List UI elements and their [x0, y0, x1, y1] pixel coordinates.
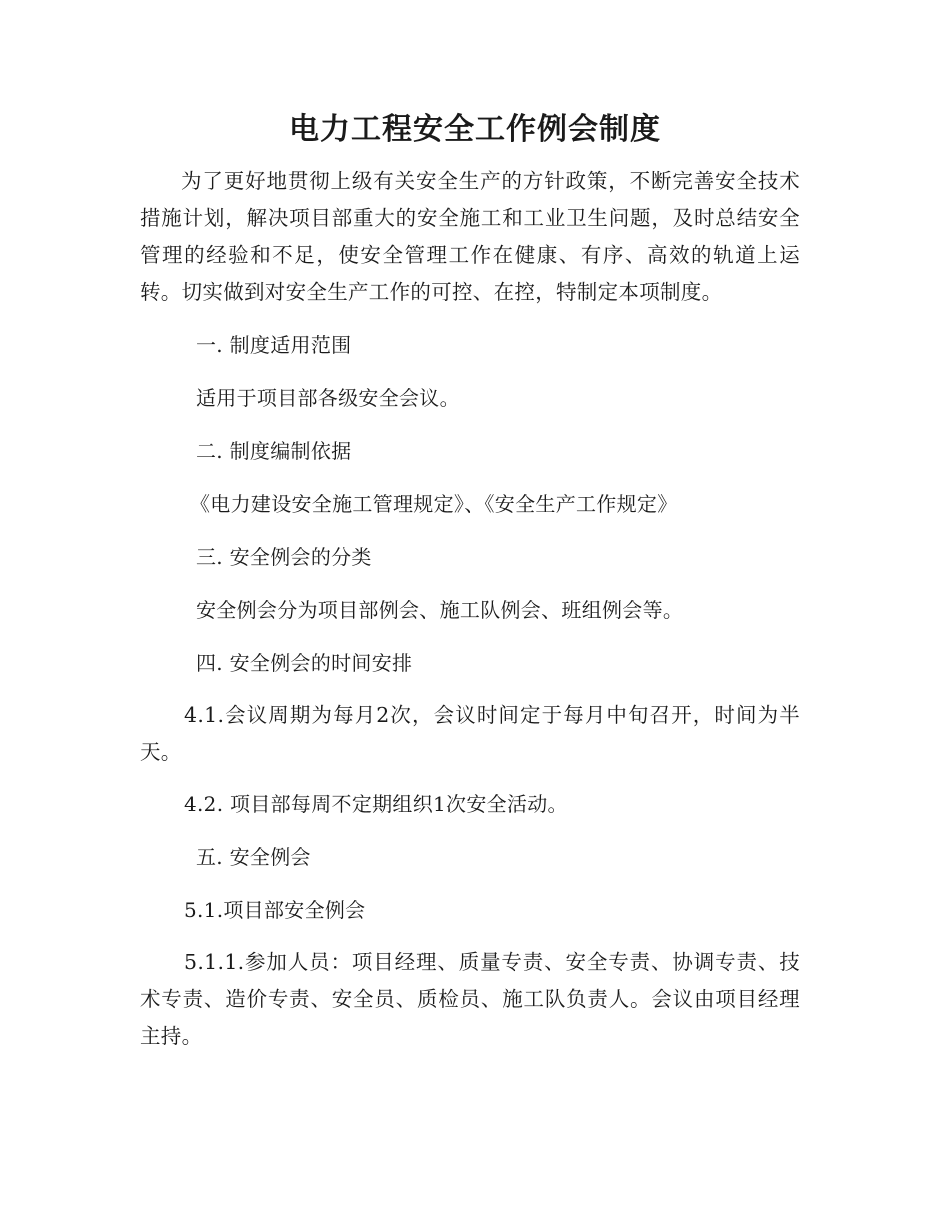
- document-title: 电力工程安全工作例会制度: [289, 112, 661, 147]
- item-5-1-1: 5.1.1.参加人员：项目经理、质量专责、安全专责、协调专责、技术专责、造价专责、安全员、质检员、施工队负责人。会议由项目经理主持。: [140, 950, 800, 1048]
- intro-paragraph: 为了更好地贯彻上级有关安全生产的方针政策，不断完善安全技术措施计划，解决项目部重大的安全施工和工业卫生问题，及时总结安全管理的经验和不足，使安全管理工作在健康、有序、高效的轨道上运转。切实做到对安全生产工作的可控、在控，特制定本项制度。: [140, 169, 800, 304]
- section-3-heading: 三. 安全例会的分类: [196, 545, 372, 569]
- section-1-heading: 一. 制度适用范围: [196, 333, 352, 357]
- section-1-body: 适用于项目部各级安全会议。: [196, 386, 460, 410]
- item-4-1: 4.1.会议周期为每月2次，会议时间定于每月中旬召开，时间为半天。: [140, 703, 800, 764]
- section-2-heading: 二. 制度编制依据: [196, 439, 352, 463]
- item-5-1: 5.1.项目部安全例会: [184, 898, 366, 922]
- section-3-body: 安全例会分为项目部例会、施工队例会、班组例会等。: [196, 598, 684, 622]
- item-4-2: 4.2. 项目部每周不定期组织1次安全活动。: [184, 792, 568, 816]
- section-4-heading: 四. 安全例会的时间安排: [196, 651, 413, 675]
- section-5-heading: 五. 安全例会: [196, 845, 311, 869]
- section-2-body: 《电力建设安全施工管理规定》、《安全生产工作规定》: [190, 492, 678, 516]
